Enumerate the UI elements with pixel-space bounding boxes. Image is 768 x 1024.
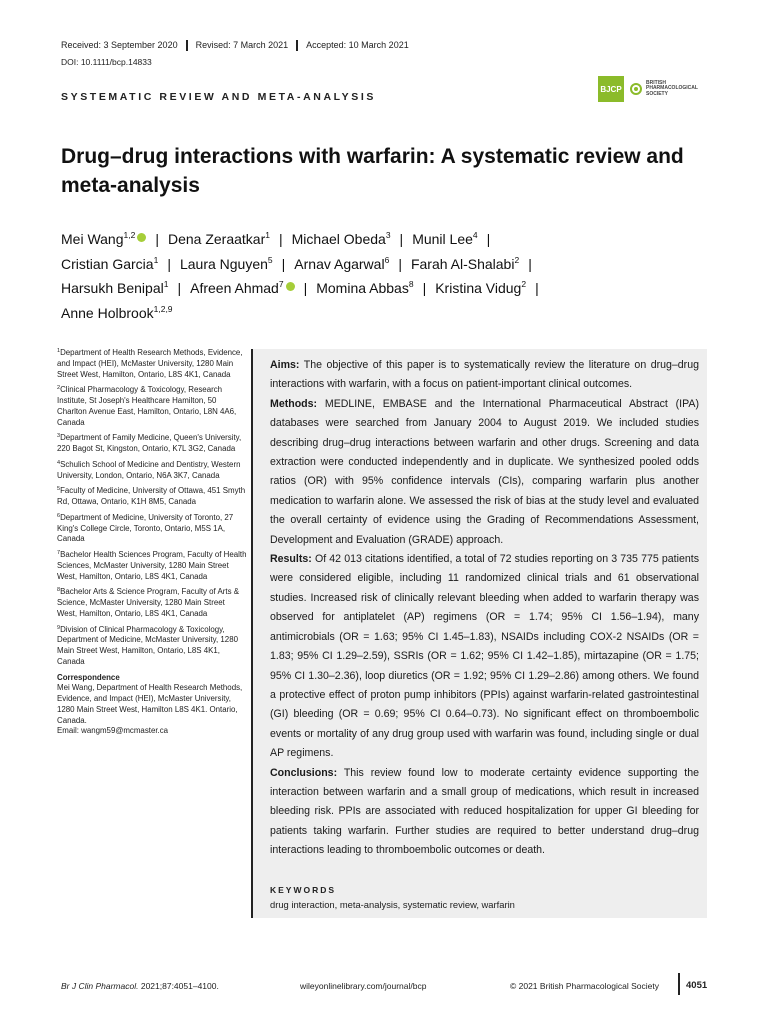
- author-name[interactable]: Anne Holbrook$^{1,2,9}$: [61, 303, 173, 321]
- orcid-icon[interactable]: [137, 233, 146, 242]
- correspondence-body: Mei Wang, Department of Health Research Methods, Evidence, and Impact (HEI), McMaster University, 1280 Main Street West, Hamilton L8S 4K1. Ontario, Canada.: [57, 683, 243, 725]
- affiliation-item: $^8$Bachelor Arts & Science Program, Faculty of Arts & Science, McMaster University, 1280 Main Street West, Hamilton, Ontario, L8S 4K1, Canada: [57, 587, 239, 618]
- author-name[interactable]: Laura Nguyen$^5$: [179, 254, 273, 272]
- correspondence-heading: Correspondence: [57, 672, 120, 682]
- abstract-aims: Aims: The objective of this paper is to systematically review the literature on drug–drug interactions with warfarin, with a focus on patient-important clinical outcomes.: [270, 359, 699, 391]
- society-name: BRITISH PHARMACOLOGICAL SOCIETY: [646, 79, 698, 97]
- author-name[interactable]: Munil Lee$^4$: [412, 230, 478, 247]
- author-name[interactable]: Farah Al-Shalabi$^2$: [410, 254, 520, 272]
- author-name[interactable]: Kristina Vidug$^2$: [435, 279, 527, 296]
- bjcp-logo-icon: BJCP: [598, 76, 624, 102]
- copyright: © 2021 British Pharmacological Society: [510, 981, 659, 991]
- revised-date: Revised: 7 March 2021: [186, 40, 297, 51]
- abstract: [270, 356, 699, 861]
- doi[interactable]: DOI: 10.1111/bcp.14833: [61, 57, 152, 67]
- footer-divider: [678, 973, 680, 995]
- journal-logo: [598, 76, 698, 102]
- orcid-icon[interactable]: [286, 282, 295, 291]
- page-footer: [0, 976, 768, 1000]
- author-name[interactable]: Michael Obeda$^3$: [291, 230, 391, 247]
- affiliation-item: $^6$Department of Medicine, University of Toronto, 27 King's College Circle, Toronto, Ontario, M5S 1A, Canada: [57, 512, 234, 544]
- citation: Br J Clin Pharmacol. 2021;87:4051–4100.: [61, 981, 219, 991]
- author-name[interactable]: Harsukh Benipal$^1$: [61, 279, 169, 296]
- bps-logo-icon: [630, 83, 642, 95]
- author-name[interactable]: Cristian Garcia$^1$: [61, 254, 159, 272]
- correspondence-email[interactable]: Email: wangm59@mcmaster.ca: [57, 726, 169, 736]
- abstract-conclusions: Conclusions: This review found low to moderate certainty evidence supporting the interaction between warfarin and a small group of medications, which result in increased bleeding risk. PPIs are associated with reduced hospitalization for upper GI bleeding for patients taking warfarin. Further studies are required to better understand drug–drug interactions leading to thromboembolic outcomes or death.: [270, 766, 699, 857]
- affiliation-item: $^3$Department of Family Medicine, Queen's University, 220 Bagot St, Kingston, Ontario, K7L 3G2, Canada: [57, 433, 242, 453]
- article-type-label: SYSTEMATIC REVIEW AND META-ANALYSIS: [61, 91, 377, 103]
- affiliation-item: $^7$Bachelor Health Sciences Program, Faculty of Health Sciences, McMaster University, 1280 Main Street West, Hamilton, Ontario, L8S 4K1, Canada: [57, 550, 247, 581]
- author-name[interactable]: Mei Wang$^{1,2}$: [61, 230, 136, 247]
- affiliation-item: $^2$Clinical Pharmacology & Toxicology, Research Institute, St Joseph's Healthcare Hamilton, 50 Charlton Avenue East, Hamilton, Ontario, L8N 4A6, Canada: [57, 385, 237, 427]
- author-name[interactable]: Momina Abbas$^8$: [316, 279, 414, 296]
- journal-url[interactable]: wileyonlinelibrary.com/journal/bcp: [300, 981, 427, 991]
- affiliations: [57, 348, 247, 737]
- author-name[interactable]: Afreen Ahmad$^7$: [190, 279, 284, 296]
- article-dates: [61, 40, 417, 51]
- affiliation-item: $^5$Faculty of Medicine, University of Ottawa, 451 Smyth Rd, Ottawa, Ontario, K1H 8M5, Canada: [57, 486, 246, 506]
- abstract-methods: Methods: MEDLINE, EMBASE and the International Pharmaceutical Abstract (IPA) databases were searched from January 2004 to August 2019. We included studies describing drug–drug interactions between warfarin and other drugs. Screening and data extraction were conducted independently and in duplicate. We synthesized pooled odds ratios (OR) with 95% confidence intervals (CIs), comparing warfarin plus another medication to warfarin alone. We assessed the risk of bias at the study level and evaluated the overall certainty of evidence using the Grading of Recommendations Assessment, Development and Evaluation (GRADE) approach.: [270, 397, 699, 546]
- affiliation-item: $^1$Department of Health Research Methods, Evidence, and Impact (HEI), McMaster University, 1280 Main Street West, Hamilton, Ontario, L8S 4K1, Canada: [57, 348, 243, 379]
- affiliation-item: $^9$Division of Clinical Pharmacology & Toxicology, Department of Medicine, McMaster University, 1280 Main Street West, Hamilton, Ontario, L8S 4K1, Canada: [57, 624, 238, 666]
- affiliation-item: $^4$Schulich School of Medicine and Dentistry, Western University, London, Ontario, N6A 3K7, Canada: [57, 459, 241, 480]
- keywords-heading: KEYWORDS: [270, 885, 337, 895]
- article-title: Drug–drug interactions with warfarin: A systematic review and meta-analysis: [61, 145, 684, 197]
- accepted-date: Accepted: 10 March 2021: [296, 40, 417, 51]
- keywords-list: drug interaction, meta-analysis, systematic review, warfarin: [270, 899, 515, 910]
- abstract-results: Results: Of 42 013 citations identified, a total of 72 studies reporting on 3 735 775 patients were considered eligible, including 11 randomized clinical trials and 61 observational studies. Increased risk of clinically relevant bleeding when added to warfarin therapy was observed for antiplatelet (AP) regimens (OR = 1.74; 95% CI 1.56–1.94), many antimicrobials (OR = 1.63; 95% CI 1.45–1.83), NSAIDs including COX-2 NSAIDs (OR = 1.83; 95% CI 1.29–2.59), SSRIs (OR = 1.62; 95% CI 1.42–1.85), mirtazapine (OR = 1.75; 95% CI 1.30–2.36), loop diuretics (OR = 1.92; 95% CI 1.29–2.86) among others. We found a protective effect of proton pump inhibitors (PPIs) against warfarin-related gastrointestinal (GI) bleeding (OR = 0.69; 95% CI 0.64–0.73). No significant effect on thromboembolic events or mortality of any drug group used with warfarin was found, including single or dual AP regimens.: [270, 553, 699, 760]
- author-name[interactable]: Arnav Agarwal$^6$: [294, 254, 390, 272]
- author-list: Mei Wang$^{1,2}$ | Dena Zeraatkar$^1$ | Michael Obeda$^3$ | Munil Lee$^4$ | Cristian Garcia$^1$ | Laura Nguyen$^5$ | Arnav Agarwal$^6$ | Farah Al-Shalabi$^2$ | Harsukh Benipal$^1$ | Afreen Ahmad$^7$ | Momina Abbas$^8$ | Kristina Vidug$^2$ | Anne Holbrook$^{1,2,9}$: [61, 230, 539, 321]
- received-date: Received: 3 September 2020: [61, 40, 178, 50]
- page-number: 4051: [686, 980, 708, 991]
- author-name[interactable]: Dena Zeraatkar$^1$: [167, 230, 270, 247]
